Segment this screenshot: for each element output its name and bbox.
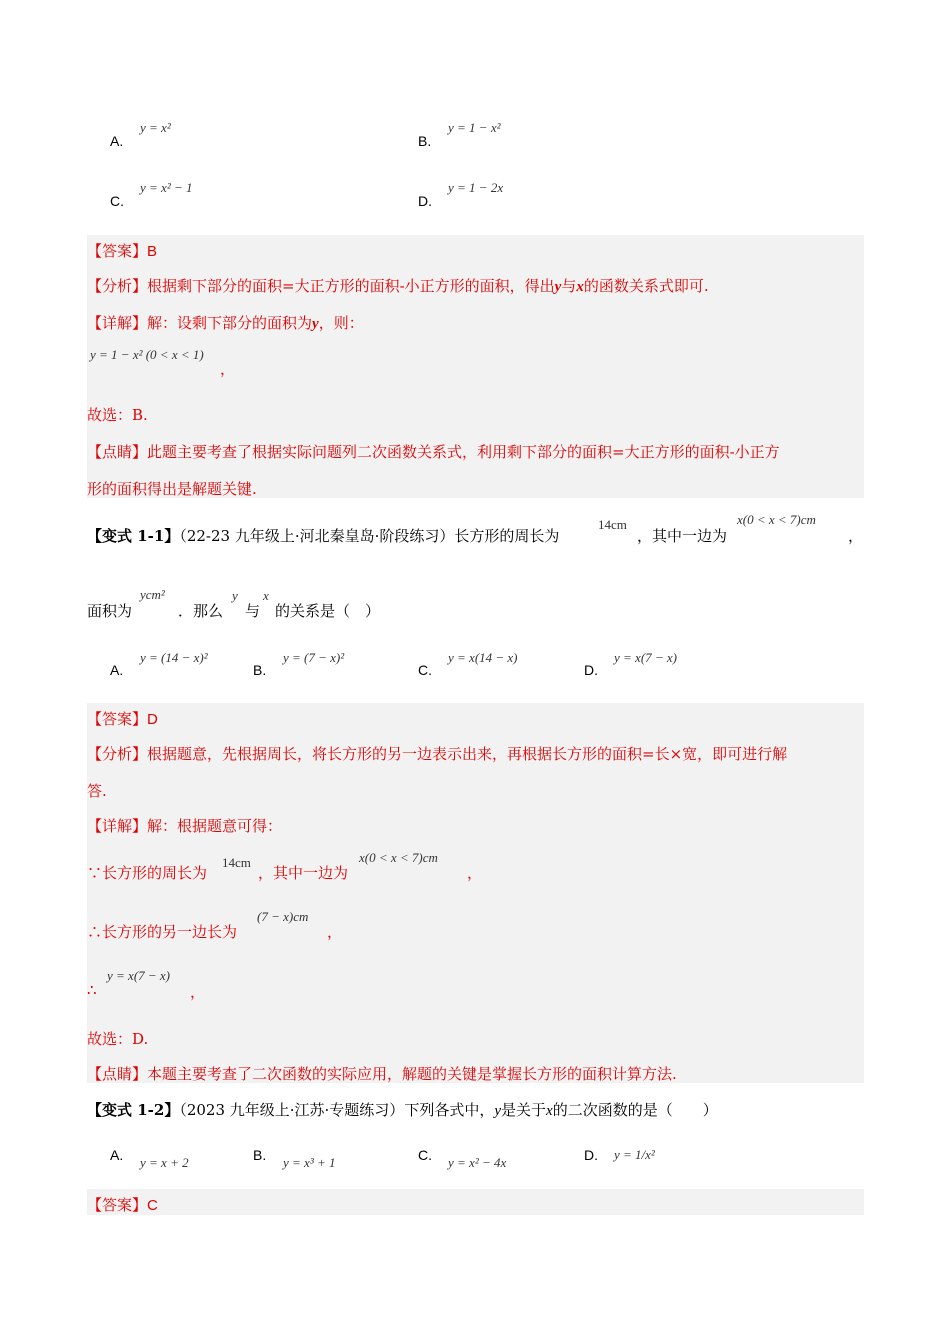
q2-because: ∵长方形的周长为 [87, 864, 208, 882]
q2-option-d-letter: D. [584, 662, 598, 678]
q2-stem-line1 [87, 525, 559, 546]
q1-option-d-letter: D. [418, 193, 432, 209]
q2-option-b-letter: B. [253, 662, 267, 678]
q2-side: x(0 < x < 7)cm [737, 512, 816, 527]
stem-text: ， [848, 527, 864, 545]
q1-answer [87, 240, 157, 261]
q2-detail [87, 815, 282, 836]
stem-text: 是关于 [501, 1101, 547, 1119]
q3-stem [87, 1099, 718, 1120]
var-x: x [546, 1103, 553, 1119]
q3-option-a-expr: y = x + 2 [140, 1155, 189, 1170]
analysis-text: 与 [561, 277, 577, 295]
analysis-text: 的函数关系式即可. [583, 277, 709, 295]
var-x: x [576, 279, 584, 295]
comment-label: 【点睛】 [87, 443, 148, 461]
comment-label: 【点睛】 [87, 1065, 148, 1083]
analysis-label: 【分析】 [87, 745, 148, 763]
q2-option-a-expr: y = (14 − x)² [140, 650, 208, 665]
stem-text: 长方形的周长为 [454, 527, 560, 545]
stem-text: 与 [245, 602, 261, 620]
q1-comment-line2: 形的面积得出是解题关键. [87, 480, 257, 498]
q2-because-end: ， [467, 864, 483, 882]
detail-label: 【详解】 [87, 314, 148, 332]
q2-option-c-expr: y = x(14 − x) [448, 650, 518, 665]
q1-option-b-letter: B. [418, 133, 432, 149]
stem-text: 下列各式中， [404, 1101, 495, 1119]
detail-label: 【详解】 [87, 817, 148, 835]
q2-option-d-expr: y = x(7 − x) [614, 650, 678, 665]
q2-therefore1: ∴长方形的另一边长为 [87, 923, 238, 941]
q3-answer [87, 1194, 158, 1215]
q2-therefore2-expr: y = x(7 − x) [107, 968, 171, 983]
q3-option-c-letter: C. [418, 1147, 432, 1163]
q2-answer [87, 708, 158, 729]
answer-value: D [147, 711, 158, 728]
var-y: y [494, 1103, 501, 1119]
answer-value: B [147, 243, 158, 260]
q1-choose: 故选：B. [87, 406, 148, 424]
q2-therefore2: ∴ [87, 981, 97, 999]
q1-detail-comma: ， [220, 360, 236, 378]
analysis-label: 【分析】 [87, 277, 148, 295]
q2-analysis [87, 743, 787, 764]
q1-option-b-expr: y = 1 − x² [448, 120, 501, 135]
q1-option-c-letter: C. [110, 193, 124, 209]
q2-perimeter: 14cm [598, 517, 627, 532]
q3-source: （2023 九年级上·江苏·专题练习） [179, 1101, 405, 1119]
comment-text: 此题主要考查了根据实际问题列二次函数关系式，利用剩下部分的面积=大正方形的面积-小正方 [147, 443, 780, 461]
q3-tag: 【变式 1-2】 [87, 1101, 180, 1119]
q1-detail [87, 312, 364, 333]
q2-option-c-letter: C. [418, 662, 432, 678]
q3-option-d-expr: y = 1/x² [614, 1147, 655, 1162]
q2-analysis-line2: 答. [87, 782, 107, 800]
q2-source: （22-23 九年级上·河北秦皇岛·阶段练习） [179, 527, 455, 545]
q1-option-c-expr: y = x² − 1 [140, 180, 193, 195]
q2-therefore2-end: ， [190, 983, 206, 1001]
detail-text: 解：设剩下部分的面积为 [147, 314, 313, 332]
q2-therefore1-expr: (7 − x)cm [257, 909, 309, 924]
analysis-text: 根据剩下部分的面积=大正方形的面积-小正方形的面积，得出 [147, 277, 555, 295]
q2-area: ycm² [140, 587, 165, 602]
q3-solution-box [87, 1189, 864, 1215]
q2-choose: 故选：D. [87, 1030, 149, 1048]
q1-analysis [87, 275, 709, 296]
q2-var-y: y [232, 588, 238, 603]
q1-comment [87, 441, 780, 462]
q3-option-b-expr: y = x³ + 1 [283, 1155, 336, 1170]
var-y: y [554, 279, 562, 295]
detail-text: ，则： [318, 314, 364, 332]
q2-var-x: x [263, 588, 269, 603]
stem-text: 的二次函数的是（ ） [552, 1101, 718, 1119]
q2-because-mid: ，其中一边为 [258, 864, 349, 882]
q2-comment [87, 1063, 677, 1084]
q2-tag: 【变式 1-1】 [87, 527, 180, 545]
answer-label: 【答案】 [87, 1196, 148, 1214]
q3-option-a-letter: A. [110, 1147, 124, 1163]
q1-option-a-letter: A. [110, 133, 124, 149]
q2-therefore1-end: ， [327, 923, 343, 941]
comment-text: 本题主要考查了二次函数的实际应用，解题的关键是掌握长方形的面积计算方法. [147, 1065, 677, 1083]
var-y: y [312, 316, 319, 332]
answer-label: 【答案】 [87, 242, 148, 260]
q1-detail-formula: y = 1 − x² (0 < x < 1) [90, 347, 204, 362]
detail-text: 解：根据题意可得： [147, 817, 283, 835]
analysis-text: 根据题意，先根据周长，将长方形的另一边表示出来，再根据长方形的面积=长×宽，即可进行解 [147, 745, 788, 763]
q2-because-perimeter: 14cm [222, 855, 251, 870]
q1-option-a-expr: y = x² [140, 120, 171, 135]
q3-option-d-letter: D. [584, 1147, 598, 1163]
stem-text: ．那么 [178, 602, 224, 620]
answer-value: C [147, 1197, 158, 1214]
stem-text: 的关系是（ ） [275, 602, 381, 620]
q1-option-d-expr: y = 1 − 2x [448, 180, 504, 195]
q3-option-c-expr: y = x² − 4x [448, 1155, 507, 1170]
stem-text: ，其中一边为 [637, 527, 728, 545]
q3-option-b-letter: B. [253, 1147, 267, 1163]
q2-option-a-letter: A. [110, 662, 124, 678]
stem-text: 面积为 [87, 602, 133, 620]
q2-option-b-expr: y = (7 − x)² [283, 650, 345, 665]
answer-label: 【答案】 [87, 710, 148, 728]
q2-because-side: x(0 < x < 7)cm [359, 850, 438, 865]
